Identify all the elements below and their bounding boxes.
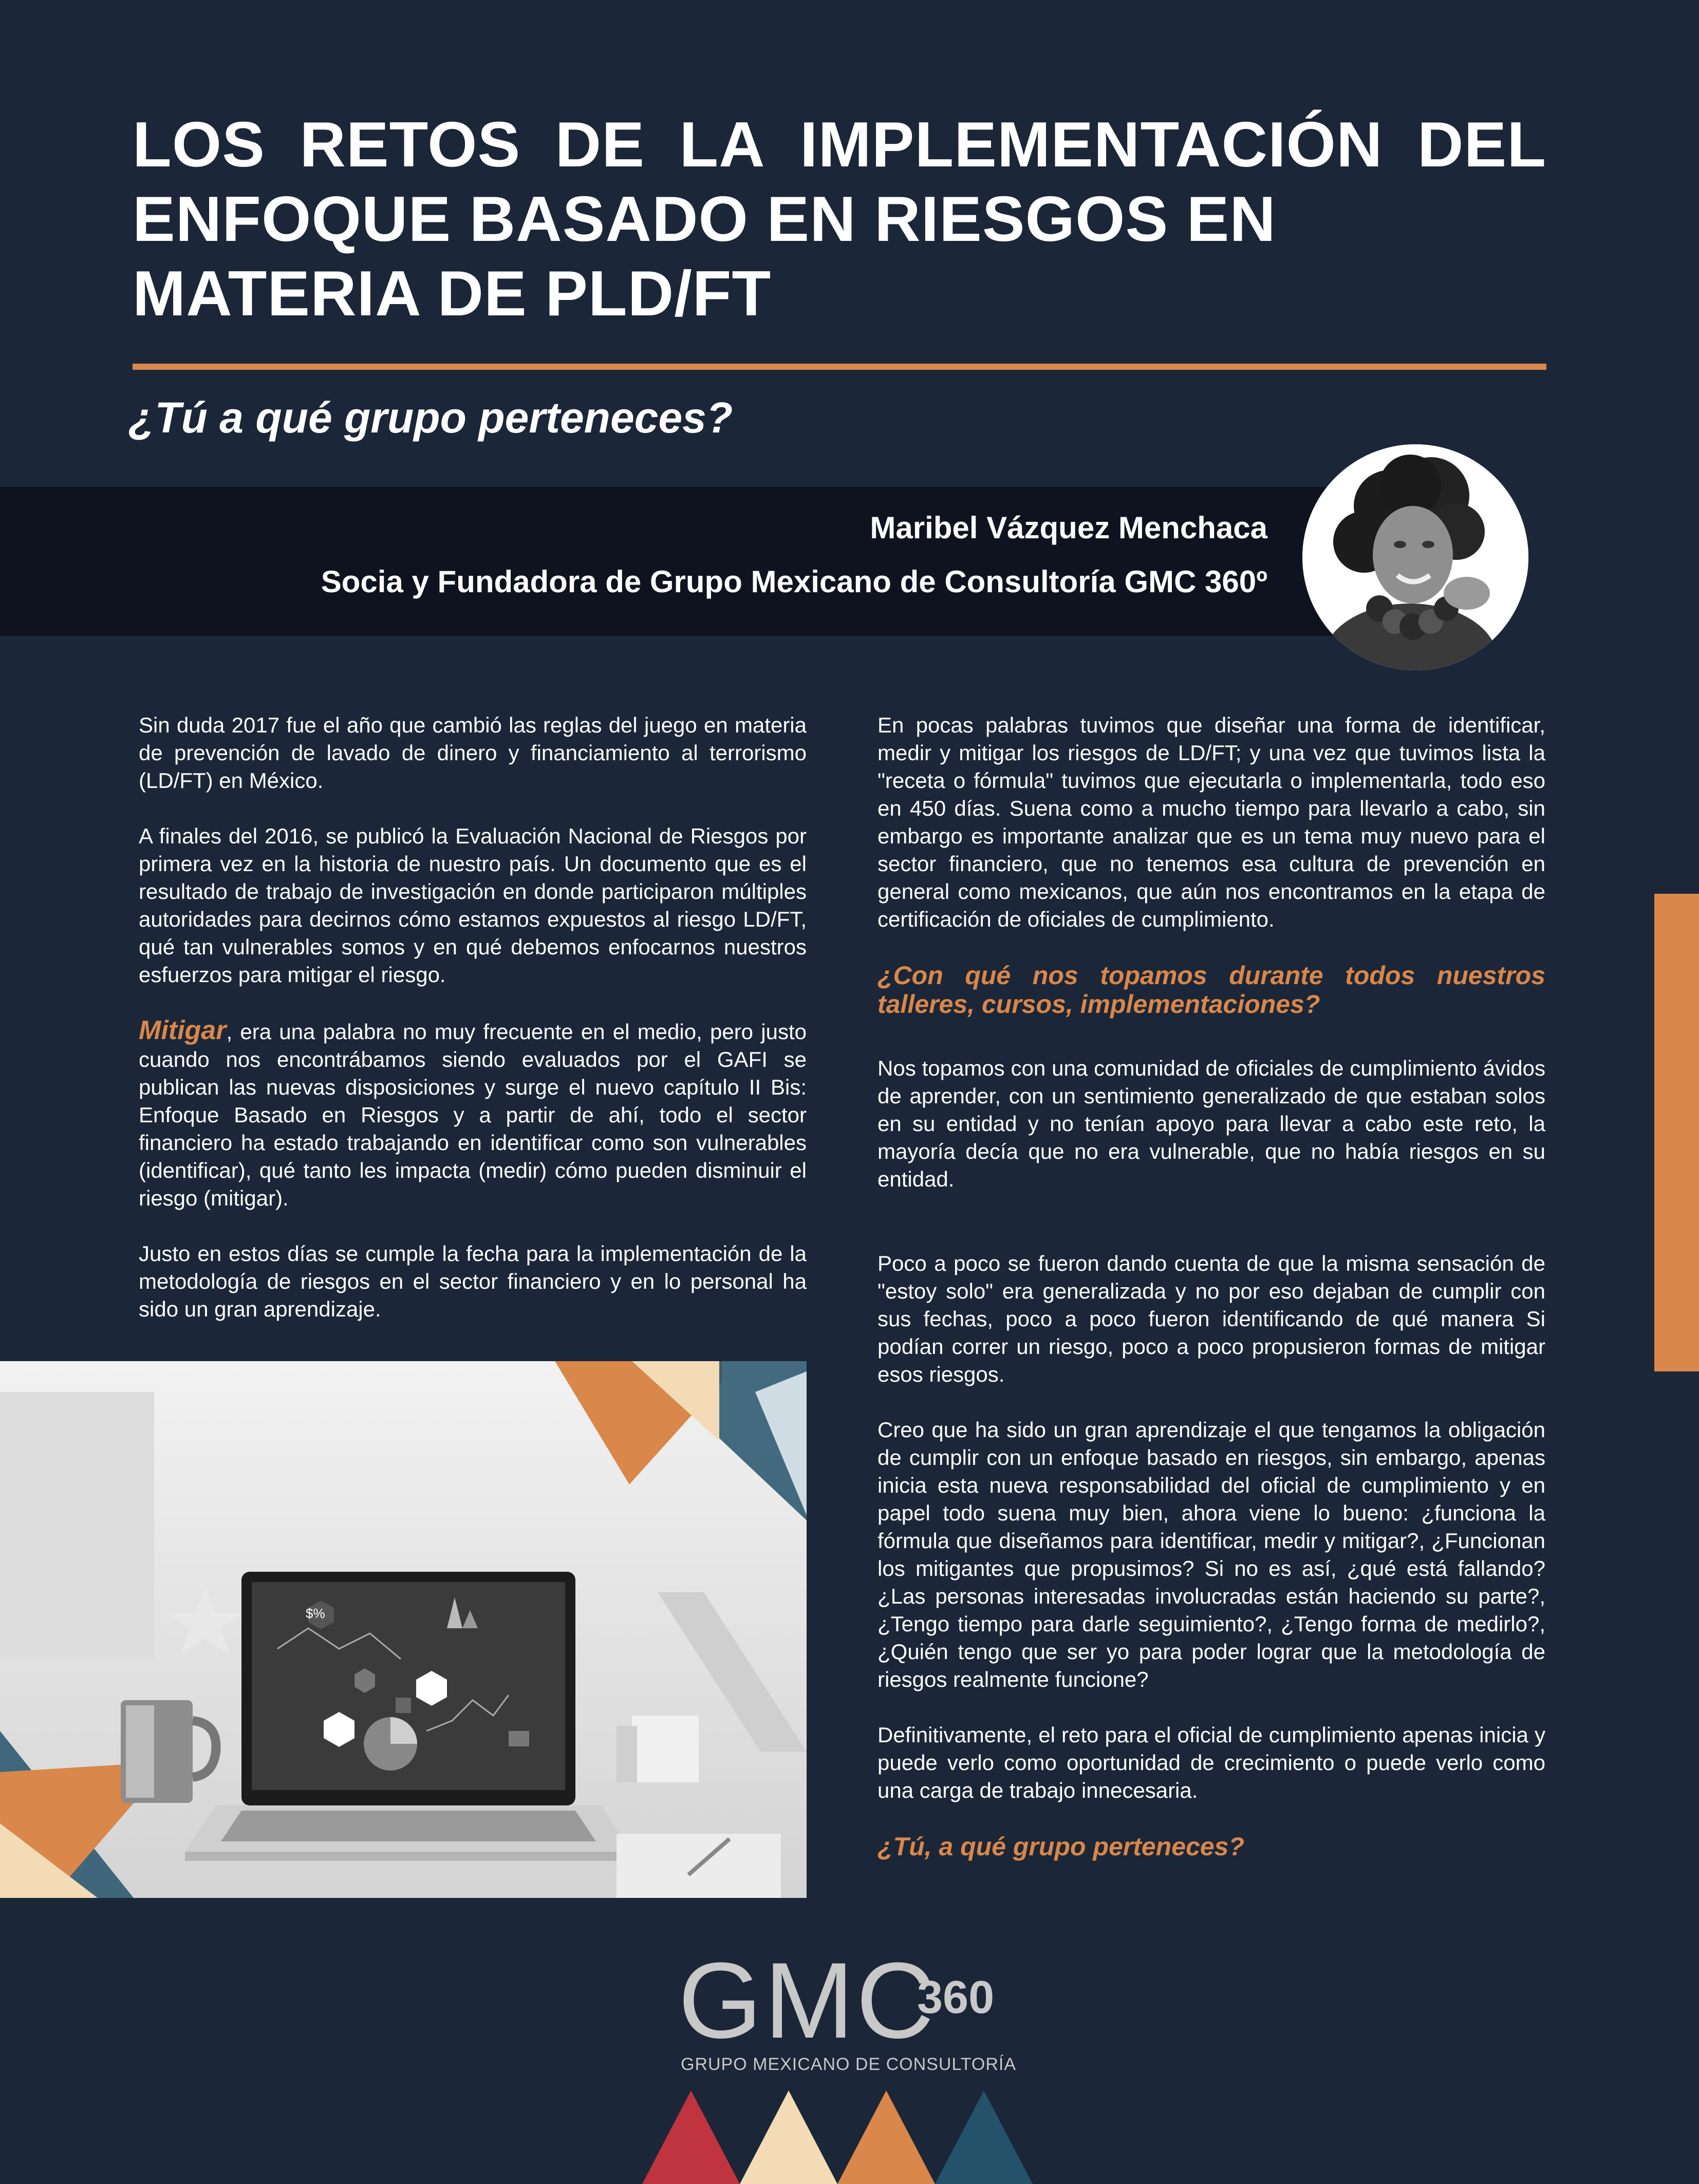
paragraph: Creo que ha sido un gran aprendizaje el que tengamos la obligación de cumplir con un enfoque basado en riesgos, sin embargo, apenas inicia esta nueva responsabilidad del oficial de cumplimiento y en papel todo suena muy bien, ahora viene lo bueno: ¿funciona la fórmula que diseñamos para identificar, medir y mitigar?, ¿Funcionan los mitigantes que propusimos? Si no es así, ¿qué está fallando? ¿Las personas interesadas involucradas están haciendo su parte?, ¿Tengo tiempo para darle seguimiento?, ¿Tengo forma de medirlo?, ¿Quién tengo que ser yo para poder lograr que la metodología de riesgos realmente funcione?: [877, 1418, 1545, 1691]
title-word: DE: [555, 109, 645, 180]
author-band: [0, 487, 1387, 636]
title-word: LA: [679, 109, 766, 180]
highlight-word: Mitigar: [139, 1015, 227, 1045]
title-line-1: [133, 108, 1546, 182]
gmc-tagline: GRUPO MEXICANO DE CONSULTORÍA: [681, 2055, 1017, 2074]
title-word: LOS: [133, 109, 265, 180]
title-line-3: MATERIA DE PLD/FT: [133, 258, 772, 329]
laptop-photo: [0, 1361, 807, 1898]
article-title: [133, 108, 1546, 331]
triangle-orange: [837, 2091, 935, 2184]
triangle-cream: [740, 2091, 837, 2184]
paragraph-text: , era una palabra no muy frecuente en el medio, pero justo cuando nos encontrábamos siendo evaluados por el GAFI se publican las nuevas disposiciones y surge el nuevo capítulo II Bis: Enfoque Basado en Riesgos y a partir de ahí, todo el sector financiero ha estado trabajando en identificar como son vulnerables (identificar), qué tanto les impacta (medir) cómo pueden disminuir el riesgo (mitigar).: [139, 1020, 807, 1210]
triangle-teal: [935, 2091, 1033, 2184]
author-portrait: [1302, 444, 1528, 670]
paragraph: En pocas palabras tuvimos que diseñar una forma de identificar, medir y mitigar los riesgos de LD/FT; y una vez que tuvimos lista la "receta o fórmula" tuvimos que ejecutarla o implementarla, todo eso en 450 días. Suena como a mucho tiempo para llevarlo a cabo, sin embargo es importante analizar que es un tema muy nuevo para el sector financiero, que no tenemos esa cultura de prevención en general como mexicanos, que aún nos encontramos en la etapa de certificación de oficiales de cumplimiento.: [877, 713, 1545, 931]
side-accent-tab: [1654, 894, 1699, 1371]
paragraph: Justo en estos días se cumple la fecha para la implementación de la metodología de riesgos en el sector financiero y en lo personal ha sido un gran aprendizaje.: [139, 1241, 807, 1321]
paragraph: Sin duda 2017 fue el año que cambió las reglas del juego en materia de prevención de lavado de dinero y financiamiento al terrorismo (LD/FT) en México.: [139, 713, 807, 793]
title-divider: [133, 364, 1546, 370]
paragraph: Nos topamos con una comunidad de oficiales de cumplimiento ávidos de aprender, con un sentimiento generalizado de que estaban solos en su entidad y no tenían apoyo para llevar a cabo este reto, la mayoría decía que no era vulnerable, que no había riesgos en su entidad.: [877, 1056, 1545, 1191]
author-name: Maribel Vázquez Menchaca: [870, 511, 1267, 545]
portrait-illustration: [1302, 444, 1528, 670]
section-question: ¿Con qué nos topamos durante todos nuestros talleres, cursos, implementaciones?: [877, 961, 1545, 1019]
paragraph: Poco a poco se fueron dando cuenta de que la misma sensación de "estoy solo" era generalizada y no por eso dejaban de cumplir con sus fechas, poco a poco fueron identificando de qué manera Si podían correr un riesgo, poco a poco propusieron formas de mitigar esos riesgos.: [877, 1251, 1545, 1386]
screen-label: $%: [306, 1606, 325, 1621]
paragraph: A finales del 2016, se publicó la Evaluación Nacional de Riesgos por primera vez en la historia de nuestro país. Un documento que es el resultado de trabajo de investigación en donde participaron múltiples autoridades para decirnos cómo estamos expuestos al riesgo LD/FT, qué tan vulnerables somos y en qué debemos enfocarnos nuestros esfuerzos para mitigar el riesgo.: [139, 824, 807, 987]
title-word: RETOS: [300, 109, 521, 180]
laptop-illustration: [0, 1361, 807, 1898]
closing-question: ¿Tú, a qué grupo perteneces?: [877, 1832, 1244, 1861]
brand-triangles: [642, 2091, 1033, 2184]
title-word: IMPLEMENTACIÓN: [800, 109, 1383, 180]
left-column: [139, 711, 807, 1351]
paragraph: [139, 1016, 807, 1212]
title-line-2: ENFOQUE BASADO EN RIESGOS EN: [133, 184, 1276, 255]
paragraph: Definitivamente, el reto para el oficial de cumplimiento apenas inicia y puede verlo como oportunidad de crecimiento o puede verlo como una carga de trabajo innecesaria.: [877, 1723, 1545, 1802]
author-role: Socia y Fundadora de Grupo Mexicano de Consultoría GMC 360º: [321, 564, 1267, 599]
right-column: [877, 711, 1545, 1897]
gmc-logo: GMC: [678, 1940, 936, 2061]
triangle-red: [642, 2091, 740, 2184]
gmc-logo-360: 360: [917, 1972, 995, 2023]
article-subtitle: ¿Tú a qué grupo perteneces?: [128, 393, 733, 442]
title-word: DEL: [1417, 109, 1546, 180]
